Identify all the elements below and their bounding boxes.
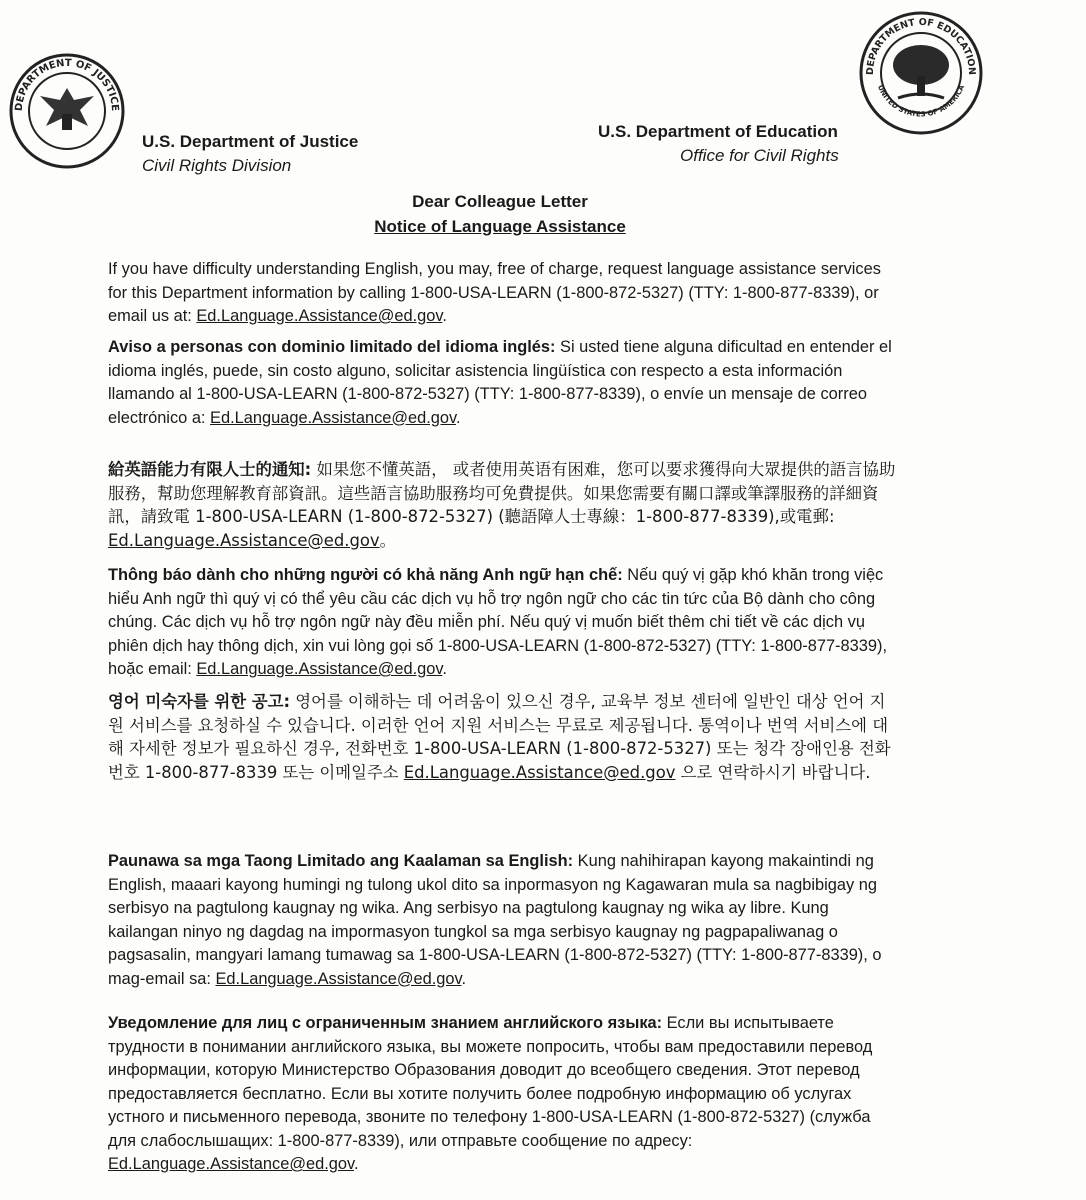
paragraph-tail: .	[442, 660, 447, 678]
email-link[interactable]: Ed.Language.Assistance@ed.gov	[196, 307, 443, 325]
paragraph-lead: Paunawa sa mga Taong Limitado ang Kaalaman sa English:	[108, 852, 574, 870]
paragraph-korean	[108, 690, 898, 784]
email-link[interactable]: Ed.Language.Assistance@ed.gov	[215, 969, 462, 988]
paragraph-tail: .	[456, 408, 461, 427]
ed-seal-text: DEPARTMENT OF EDUCATION	[864, 16, 978, 76]
doj-agency-name: U.S. Department of Justice	[142, 132, 359, 151]
paragraph-body: 如果您不懂英語， 或者使用英语有困难，您可以要求獲得向大眾提供的語言協助服務，幫助您理解教育部資訊。這些語言協助服務均可免費提供。如果您需要有關口譯或筆譯服務的詳細資訊，請致電 1-800-USA-LEARN (1-800-872-5327) (聽語障人士專線：1-800-877-8339),或電郵:	[108, 460, 896, 526]
paragraph-body: Если вы испытываете трудности в понимании английского языка, вы можете попросить, чтобы вам предоставили перевод информации, которую Министерство Образования доводит до всеобщего сведения. Этот перевод предоставляется бесплатно. Если вы хотите получить более подробную информацию об услугах устного и письменного перевода, звоните по телефону 1-800-USA-LEARN (1-800-872-5327) (служба для слабослышащих: 1-800-877-8339), или отправьте сообщение по адресу:	[108, 1014, 873, 1150]
paragraph-lead: Thông báo dành cho những người có khả năng Anh ngữ hạn chế:	[108, 566, 623, 584]
paragraph-russian	[108, 1012, 898, 1177]
letter-title: Dear Colleague Letter	[412, 192, 588, 211]
paragraph-lead: Aviso a personas con dominio limitado del idioma inglés:	[108, 338, 556, 356]
ed-division-name: Office for Civil Rights	[680, 146, 839, 165]
doj-seal-text: DEPARTMENT OF JUSTICE	[13, 57, 121, 112]
paragraph-body: If you have difficulty understanding English, you may, free of charge, request language assistance services for this Department information by calling 1-800-USA-LEARN (1-800-872-5327) (TTY: 1-800-877-8339), or email us at:	[108, 260, 881, 325]
paragraph-lead: 영어 미숙자를 위한 공고:	[108, 692, 291, 711]
ed-agency-block	[598, 120, 839, 168]
doe-tree-seal-icon	[858, 10, 984, 136]
paragraph-lead: Уведомление для лиц с ограниченным знанием английского языка:	[108, 1014, 663, 1032]
paragraph-body: 영어를 이해하는 데 어려움이 있으신 경우, 교육부 정보 센터에 일반인 대상 언어 지원 서비스를 요청하실 수 있습니다. 이러한 언어 지원 서비스는 무료로 제공됩니다. 통역이나 번역 서비스에 대해 자세한 정보가 필요하신 경우, 전화번호 1-800-USA-LEARN (1-800-872-5327) 또는 청각 장애인용 전화번호 1-800-877-8339 또는 이메일주소	[108, 692, 891, 782]
paragraph-tail: .	[442, 307, 447, 325]
doj-division-name: Civil Rights Division	[142, 156, 292, 175]
ed-seal-bottom-text: UNITED STATES OF AMERICA	[875, 83, 967, 119]
paragraph-tail: 으로 연락하시기 바랍니다.	[675, 762, 871, 782]
doj-agency-block	[142, 130, 358, 178]
letter-subtitle: Notice of Language Assistance	[374, 217, 626, 236]
email-link[interactable]: Ed.Language.Assistance@ed.gov	[403, 762, 676, 782]
paragraph-body: Nếu quý vị gặp khó khăn trong việc hiểu Anh ngữ thì quý vị có thể yêu cầu các dịch vụ hỗ trợ ngôn ngữ cho các tin tức của Bộ dành cho công chúng. Các dịch vụ hỗ trợ ngôn ngữ này đều miễn phí. Nếu quý vị muốn biết thêm chi tiết về các dịch vụ phiên dịch hay thông dịch, xin vui lòng gọi số 1-800-USA-LEARN (1-800-872-5327) (TTY: 1-800-877-8339), hoặc email:	[108, 566, 887, 678]
paragraph-tail: 。	[379, 530, 397, 550]
paragraph-english	[108, 258, 898, 329]
ed-agency-name: U.S. Department of Education	[598, 122, 838, 141]
ed-seal	[858, 10, 984, 136]
paragraph-lead: 給英語能力有限人士的通知:	[108, 460, 312, 479]
paragraph-vietnamese	[108, 564, 898, 682]
paragraph-chinese	[108, 458, 898, 552]
email-link[interactable]: Ed.Language.Assistance@ed.gov	[210, 408, 457, 427]
email-link[interactable]: Ed.Language.Assistance@ed.gov	[108, 1155, 354, 1173]
doj-seal	[8, 52, 126, 170]
paragraph-tail: .	[353, 1155, 359, 1173]
paragraph-body: Si usted tiene alguna dificultad en entender el idioma inglés, puede, sin costo alguno, solicitar asistencia lingüística con respecto a esta información llamando al 1-800-USA-LEARN (1-800-872-5327) (TTY: 1-800-877-8339), o envíe un mensaje de correo electrónico a:	[108, 338, 892, 427]
email-link[interactable]: Ed.Language.Assistance@ed.gov	[196, 660, 443, 678]
paragraph-tagalog	[108, 850, 898, 991]
paragraph-tail: .	[461, 969, 467, 988]
paragraph-spanish	[108, 336, 898, 430]
paragraph-body: Kung nahihirapan kayong makaintindi ng English, maaari kayong humingi ng tulong ukol dito sa inpormasyon ng Kagawaran mula sa nagbibigay ng serbisyo na pagtulong kaugnay ng wika. Ang serbisyo na pagtulong kaugnay ng wika ay libre. Kung kailangan ninyo ng dagdag na impormasyon tungkol sa mga serbisyo kaugnay ng pagpapaliwanag o pagsasalin, mangyari lamang tumawag sa 1-800-USA-LEARN (1-800-872-5327) (TTY: 1-800-877-8339), o mag-email sa:	[108, 852, 882, 988]
email-link[interactable]: Ed.Language.Assistance@ed.gov	[108, 530, 380, 550]
doj-eagle-seal-icon	[8, 52, 126, 170]
